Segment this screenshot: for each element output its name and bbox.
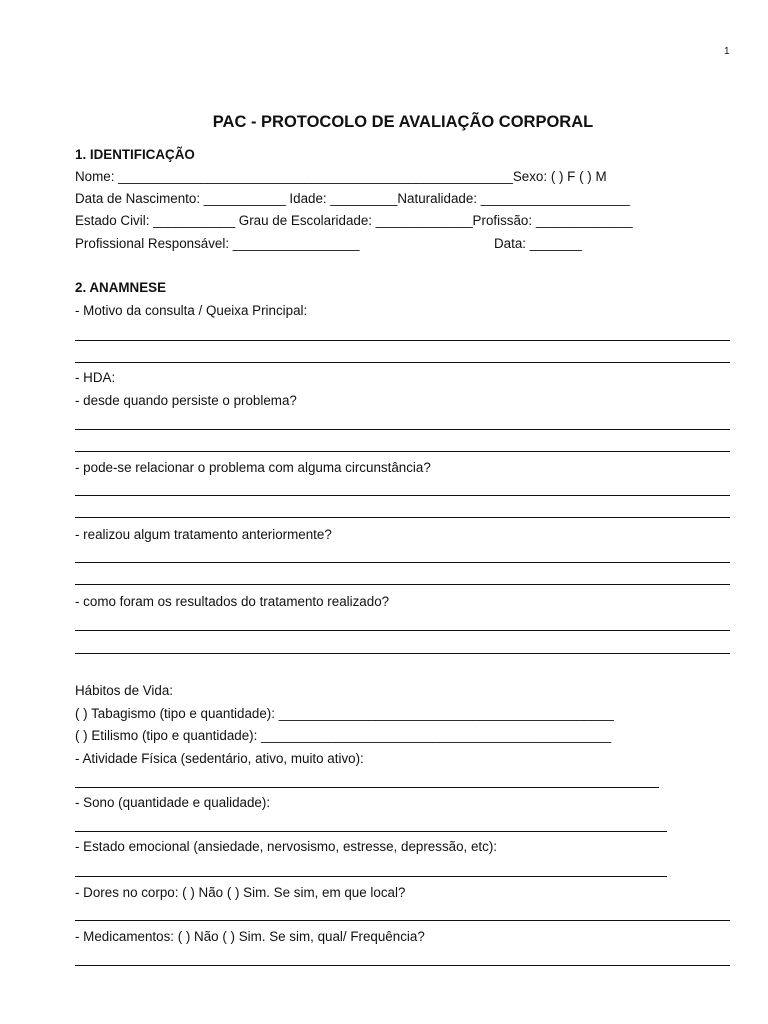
- section-identificacao-heading: 1. IDENTIFICAÇÃO: [75, 147, 195, 162]
- document-title: PAC - PROTOCOLO DE AVALIAÇÃO CORPORAL: [212, 113, 594, 131]
- question-circunstancia: - pode-se relacionar o problema com alguma circunstância?: [75, 460, 431, 475]
- habitos-heading: Hábitos de Vida:: [75, 683, 174, 698]
- question-estado-emocional: - Estado emocional (ansiedade, nervosismo, estresse, depressão, etc):: [75, 839, 498, 854]
- data-line[interactable]: Data: _______: [494, 236, 582, 251]
- nome-sexo-line[interactable]: Nome: _____________________________________________________Sexo: ( ) F ( ) M: [75, 169, 607, 184]
- hda-label: - HDA:: [75, 370, 116, 385]
- profissional-responsavel-line[interactable]: Profissional Responsável: _________________: [75, 236, 360, 251]
- answer-line[interactable]: [75, 495, 730, 496]
- etilismo-line[interactable]: ( ) Etilismo (tipo e quantidade): _______________________________________________: [75, 728, 612, 743]
- answer-line[interactable]: [75, 562, 730, 563]
- answer-line[interactable]: [75, 653, 730, 654]
- question-sono: - Sono (quantidade e qualidade):: [75, 795, 271, 810]
- answer-line[interactable]: [75, 340, 730, 341]
- question-tratamento-anterior: - realizou algum tratamento anteriormente?: [75, 527, 332, 542]
- question-desde-quando: - desde quando persiste o problema?: [75, 393, 297, 408]
- section-anamnese-heading: 2. ANAMNESE: [75, 280, 167, 295]
- answer-line[interactable]: [75, 920, 730, 921]
- answer-line[interactable]: [75, 584, 730, 585]
- question-dores: - Dores no corpo: ( ) Não ( ) Sim. Se sim, em que local?: [75, 885, 406, 900]
- page-number: 1: [724, 46, 730, 57]
- answer-line[interactable]: [75, 517, 730, 518]
- question-motivo: - Motivo da consulta / Queixa Principal:: [75, 303, 308, 318]
- answer-line[interactable]: [75, 965, 730, 966]
- nascimento-idade-naturalidade-line[interactable]: Data de Nascimento: ___________ Idade: _________Naturalidade: ____________________: [75, 191, 630, 206]
- answer-line[interactable]: [75, 876, 667, 877]
- answer-line[interactable]: [75, 451, 730, 452]
- question-resultados: - como foram os resultados do tratamento realizado?: [75, 594, 390, 609]
- question-medicamentos: - Medicamentos: ( ) Não ( ) Sim. Se sim, qual/ Frequência?: [75, 929, 425, 944]
- answer-line[interactable]: [75, 429, 730, 430]
- estado-civil-escolaridade-profissao-line[interactable]: Estado Civil: ___________ Grau de Escolaridade: _____________Profissão: _____________: [75, 213, 633, 228]
- answer-line[interactable]: [75, 831, 667, 832]
- answer-line[interactable]: [75, 787, 659, 788]
- tabagismo-line[interactable]: ( ) Tabagismo (tipo e quantidade): _____________________________________________: [75, 706, 614, 721]
- question-atividade-fisica: - Atividade Física (sedentário, ativo, muito ativo):: [75, 751, 364, 766]
- answer-line[interactable]: [75, 630, 730, 631]
- answer-line[interactable]: [75, 362, 730, 363]
